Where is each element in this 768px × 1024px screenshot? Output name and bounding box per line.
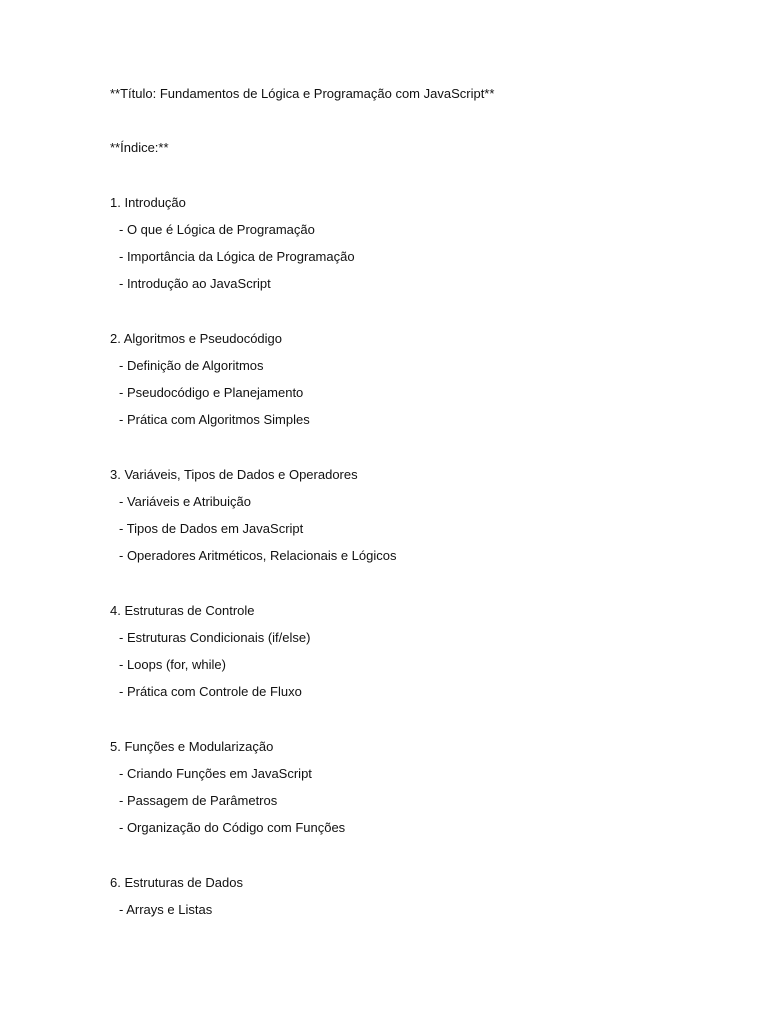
section-algoritmos [110,329,730,430]
list-item: - Definição de Algoritmos [119,358,264,373]
section-controle [110,601,730,702]
list-item: - Loops (for, while) [119,657,226,672]
section-introducao [110,193,730,294]
list-item: - Variáveis e Atribuição [119,494,251,509]
list-item: - Criando Funções em JavaScript [119,766,312,781]
list-item: - Operadores Aritméticos, Relacionais e Lógicos [119,548,397,563]
section-funcoes [110,737,730,838]
section-variaveis [110,465,730,566]
section-heading: 1. Introdução [110,195,186,210]
list-item: - Organização do Código com Funções [119,820,346,835]
section-heading: 5. Funções e Modularização [110,739,274,754]
index-label: **Índice:** [110,140,169,155]
list-item: - Estruturas Condicionais (if/else) [119,630,311,645]
section-heading: 4. Estruturas de Controle [110,603,255,618]
list-item: - Introdução ao JavaScript [119,276,271,291]
document-page [110,84,730,955]
section-estruturas-dados [110,873,730,920]
section-heading: 2. Algoritmos e Pseudocódigo [110,331,282,346]
list-item: - Prática com Algoritmos Simples [119,412,310,427]
document-title: **Título: Fundamentos de Lógica e Programação com JavaScript** [110,86,495,101]
section-heading: 3. Variáveis, Tipos de Dados e Operadores [110,467,358,482]
list-item: - Pseudocódigo e Planejamento [119,385,304,400]
list-item: - Importância da Lógica de Programação [119,249,355,264]
list-item: - Tipos de Dados em JavaScript [119,521,304,536]
list-item: - Passagem de Parâmetros [119,793,278,808]
list-item: - Arrays e Listas [119,902,213,917]
section-heading: 6. Estruturas de Dados [110,875,243,890]
list-item: - Prática com Controle de Fluxo [119,684,302,699]
list-item: - O que é Lógica de Programação [119,222,315,237]
